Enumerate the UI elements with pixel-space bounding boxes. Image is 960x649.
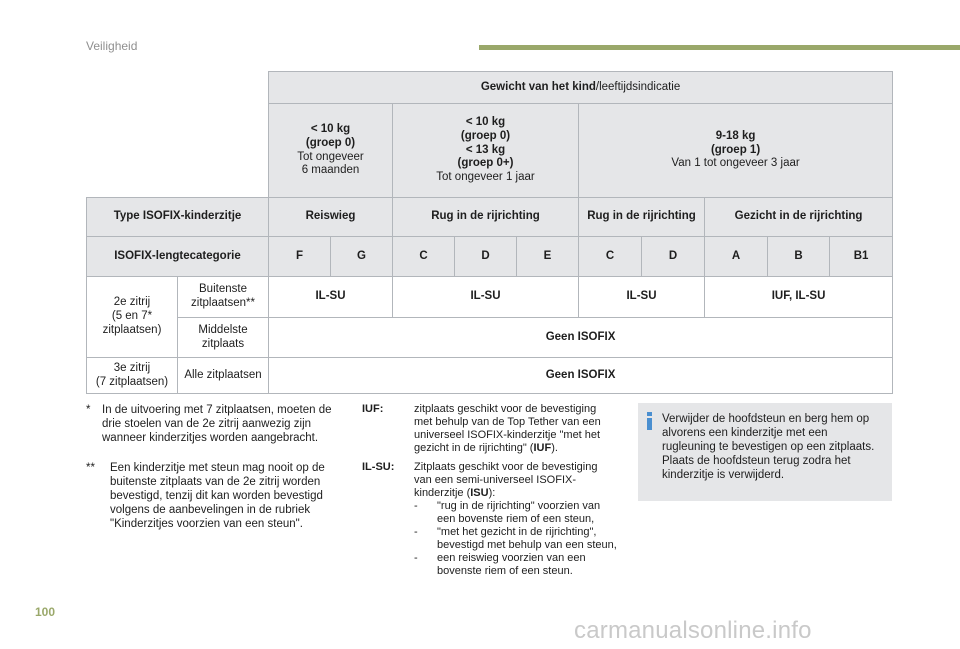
- bullet-dash: -: [414, 500, 418, 512]
- legend-key: IUF:: [362, 403, 384, 415]
- row2a-value: IUF, IL-SU: [705, 277, 893, 318]
- type-cell-3: Gezicht in de rijrichting: [705, 198, 893, 237]
- bullet-dash: -: [414, 526, 418, 538]
- header-accent-bar: [479, 45, 960, 50]
- row2-label-line: 2e zitrij: [113, 296, 151, 309]
- row3-label-line: (7 zitplaatsen): [95, 375, 169, 388]
- bullet-text: "met het gezicht in de rijrichting", bevestigd met behulp van een steun,: [437, 526, 617, 551]
- legend-bullet: [414, 552, 617, 578]
- legend-text: Zitplaats geschikt voor de bevestiging van een semi-universeel ISOFIX-kinderzitje (: [414, 461, 598, 499]
- bullet-dash: -: [414, 552, 418, 564]
- legend-ilsu: [362, 461, 617, 578]
- footnote-text: In de uitvoering met 7 zitplaatsen, moeten de drie stoelen van de 2e zitrij aanwezig zijn wanneer kinderzitjes worden aangebracht.: [102, 404, 332, 444]
- info-text: Verwijder de hoofdsteun en berg hem op alvorens een kinderzitje met een rugleuning te bevestigen op een zitplaats. Plaats de hoofdsteun terug zodra het kinderzitje is verwijderd.: [662, 413, 875, 481]
- group-line: 9-18 kg: [715, 129, 756, 142]
- size-cell: A: [705, 237, 768, 277]
- footnote-text: Een kinderzitje met steun mag nooit op de buitenste zitplaats van de 2e zitrij worden bevestigd, tenzij dit kan worden bevestigd volgens de aanbevelingen in de rubriek "Kinderzitjes voorzien van een steun".: [110, 462, 325, 530]
- footnote-marker: **: [86, 462, 95, 474]
- watermark: carmanualsonline.info: [574, 617, 812, 644]
- group-line: (groep 1): [710, 143, 761, 156]
- row2-outer: [87, 277, 893, 318]
- group-line: Van 1 tot ongeveer 3 jaar: [671, 157, 800, 170]
- size-cell: D: [642, 237, 705, 277]
- size-cell: F: [269, 237, 331, 277]
- weight-header-cell: [269, 72, 893, 104]
- group-lines-2: [579, 130, 892, 171]
- row2a-value: IL-SU: [579, 277, 705, 318]
- row3: [87, 358, 893, 394]
- legend-key: IL-SU:: [362, 461, 395, 473]
- row2b-label-line: Middelste: [198, 323, 248, 336]
- size-cell: D: [455, 237, 517, 277]
- legend-bullet: [414, 500, 617, 526]
- bullet-text: een reiswieg voorzien van een bovenste riem of een steun.: [437, 552, 586, 577]
- group-line: 6 maanden: [301, 164, 360, 177]
- size-cell: C: [579, 237, 642, 277]
- group-line: Tot ongeveer 1 jaar: [436, 171, 535, 184]
- row2a-label-line: zitplaatsen**: [191, 297, 255, 309]
- size-cell: B: [768, 237, 830, 277]
- group-line: (groep 0): [460, 129, 511, 142]
- size-cell: B1: [830, 237, 893, 277]
- section-title: Veiligheid: [86, 39, 138, 53]
- weight-header-bold: Gewicht van het kind: [480, 80, 596, 93]
- info-box: [638, 403, 892, 501]
- type-row: [87, 198, 893, 237]
- isofix-table: [86, 71, 893, 394]
- row3-label-line: 3e zitrij: [113, 361, 151, 374]
- legend-iuf: [362, 403, 617, 455]
- weight-header-row: [87, 72, 893, 104]
- legend: [362, 403, 617, 584]
- legend-abbr: IUF: [533, 442, 552, 454]
- group-line: < 10 kg: [310, 122, 351, 135]
- type-label-cell: Type ISOFIX-kinderzitje: [87, 198, 269, 237]
- row2b-label-line: zitplaats: [201, 337, 245, 350]
- size-row: [87, 237, 893, 277]
- group-line: (groep 0+): [457, 157, 514, 170]
- type-cell-0: Reiswieg: [269, 198, 393, 237]
- group-line: (groep 0): [305, 136, 356, 149]
- weight-header-rest: /leeftijdsindicatie: [595, 80, 681, 93]
- group-line: Tot ongeveer: [297, 150, 364, 163]
- legend-text-end: ).: [551, 442, 558, 454]
- row2a-label-line: Buitenste: [199, 283, 247, 296]
- row2b-label-cell: [178, 318, 269, 358]
- type-cell-1: Rug in de rijrichting: [393, 198, 579, 237]
- size-cell: C: [393, 237, 455, 277]
- info-icon: [645, 412, 654, 430]
- size-cell: G: [331, 237, 393, 277]
- group-row: [87, 104, 893, 198]
- legend-text-end: ):: [488, 487, 496, 499]
- row3-label-cell: [87, 358, 178, 394]
- size-label-cell: ISOFIX-lengtecategorie: [87, 237, 269, 277]
- page-number: 100: [35, 605, 56, 619]
- row2-label-cell: [87, 277, 178, 358]
- bullet-text: "rug in de rijrichting" voorzien van een bovenste riem of een steun,: [437, 500, 601, 525]
- group-lines-1: [393, 116, 578, 185]
- group-lines-0: [269, 123, 392, 178]
- group-cell-2: [579, 104, 893, 198]
- row3-value: Geen ISOFIX: [269, 358, 893, 394]
- row2a-value: IL-SU: [393, 277, 579, 318]
- row2a-label-cell: [178, 277, 269, 318]
- row3-sub-cell: Alle zitplaatsen: [178, 358, 269, 394]
- footnote-marker: *: [86, 404, 91, 416]
- group-cell-1: [393, 104, 579, 198]
- legend-text: zitplaats geschikt voor de bevestiging met behulp van de Top Tether van een universeel ISOFIX-kinderzitje "met het gezicht in de rijrichting" (: [414, 403, 601, 454]
- group-cell-0: [269, 104, 393, 198]
- row2-label-line: zitplaatsen): [102, 323, 162, 336]
- legend-abbr: ISU: [470, 487, 489, 499]
- group-line: < 13 kg: [465, 143, 506, 156]
- legend-bullet: [414, 526, 617, 552]
- row2-middle: [87, 318, 893, 358]
- footnote-star: [86, 403, 342, 445]
- group-line: < 10 kg: [465, 116, 506, 128]
- row2a-value: IL-SU: [269, 277, 393, 318]
- type-cell-2: Rug in de rijrichting: [579, 198, 705, 237]
- row2-label-line: (5 en 7*: [111, 310, 153, 323]
- size-cell: E: [517, 237, 579, 277]
- footnote-double-star: [86, 461, 342, 531]
- row2b-value: Geen ISOFIX: [269, 318, 893, 358]
